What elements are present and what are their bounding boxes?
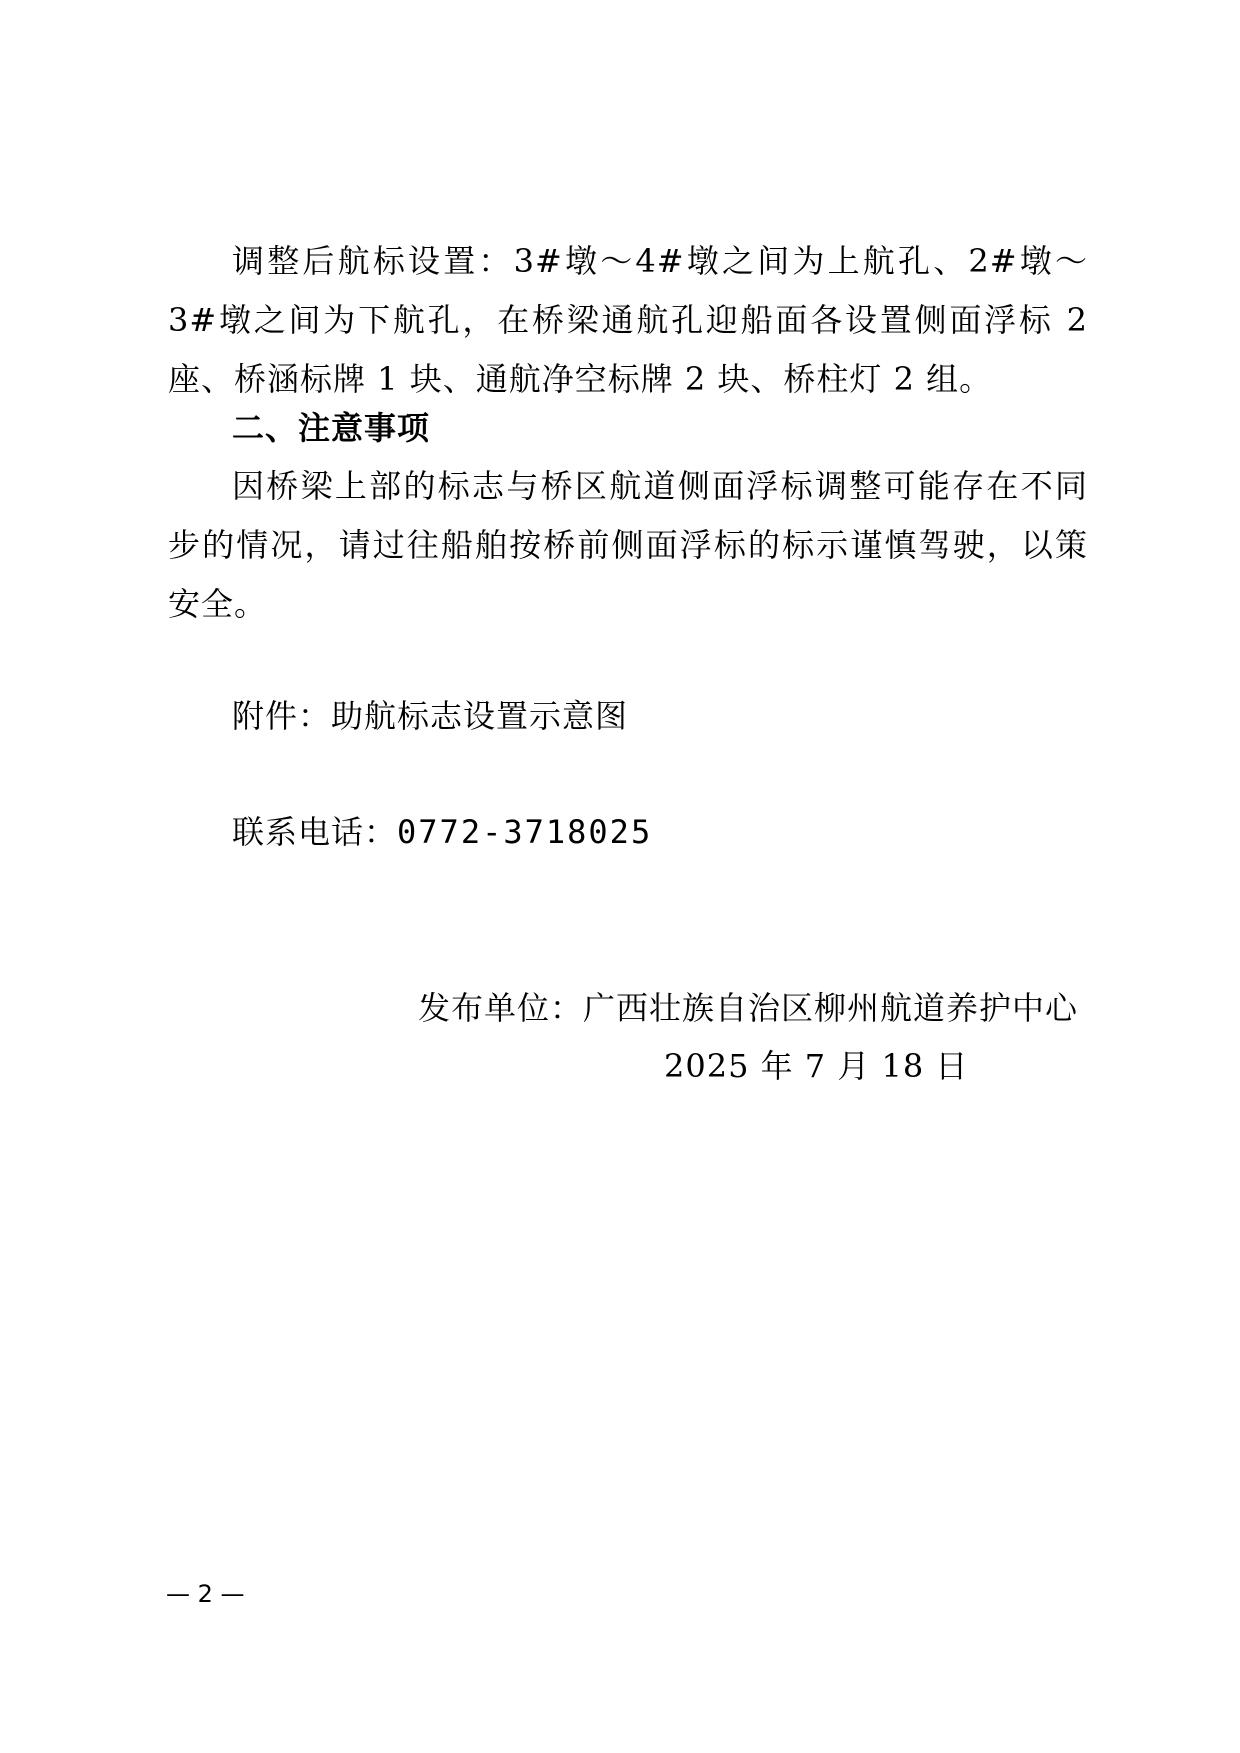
attachment-value: 助航标志设置示意图 [331,697,629,735]
contact-label: 联系电话： [232,813,398,851]
publisher-label: 发布单位： [418,989,584,1027]
contact-line [232,812,652,852]
issue-date: 2025 年 7 月 18 日 [664,1047,969,1085]
section-heading: 二、注意事项 [232,409,431,447]
notice-paragraph: 因桥梁上部的标志与桥区航道侧面浮标调整可能存在不同步的情况，请过往船舶按桥前侧面浮标的标示谨慎驾驶，以策安全。 [168,467,1088,623]
publisher-line [418,988,1078,1028]
publisher-name: 广西壮族自治区柳州航道养护中心 [583,989,1079,1027]
adjustment-paragraph: 调整后航标设置：3#墩～4#墩之间为上航孔、2#墩～3#墩之间为下航孔，在桥梁通航孔迎船面各设置侧面浮标 2 座、桥涵标牌 1 块、通航净空标牌 2 块、桥柱灯 2 组。 [168,242,1088,398]
contact-phone: 0772-3718025 [397,813,653,851]
attachment-label: 附件： [232,697,332,735]
attachment-line [232,696,628,736]
page-number: — 2 — [166,1580,245,1608]
